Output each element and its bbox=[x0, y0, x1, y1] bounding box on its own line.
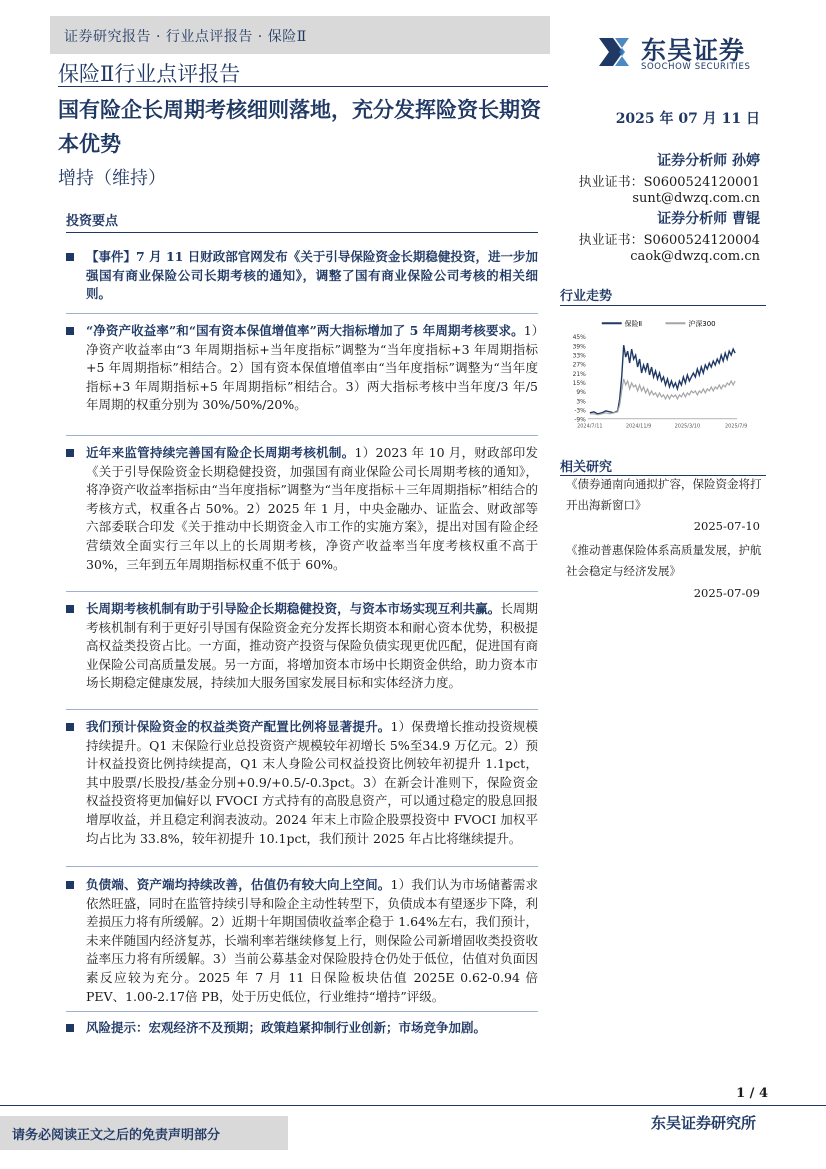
bullet-text: 1）保费增长推动投资规模持续提升。Q1 末保险行业总投资资产规模较年初增长 5%至34.9 万亿元。2）预计权益投资比例持续提高，Q1 末人身险公司权益投资比例较年初提升 1.1pct，其中股票/长股投/基金分别+0.9/+0.5/-0.3pct。3）在新会计准则下，保险资金权益投资将更加偏好以 FVOCI 方式持有的高股息资产，可以通过稳定的股息回报增厚收益，并且稳定利润表波动。2024 年末上市险企股票投资中 FVOCI 加权平均占比为 33.8%，较年初提升 10.1pct，我们预计 2025 年占比将继续提升。 bbox=[86, 719, 538, 846]
bullet-bold: 我们预计保险资金的权益类资产配置比例将显著提升。 bbox=[86, 719, 391, 734]
analyst-2-license: 执业证书：S0600524120004 bbox=[578, 233, 760, 248]
related-research-label: 相关研究 bbox=[560, 460, 613, 475]
industry-trend-label: 行业走势 bbox=[560, 289, 613, 304]
page-number: 1 / 4 bbox=[736, 1086, 768, 1101]
y-tick-label: 27% bbox=[572, 361, 586, 369]
bullet-square-icon bbox=[66, 449, 74, 457]
analyst-2-title: 证券分析师 曹锟 bbox=[657, 211, 760, 227]
y-tick-label: -3% bbox=[574, 407, 586, 415]
related-item-2-date: 2025-07-09 bbox=[693, 586, 760, 600]
logo-en: SOOCHOW SECURITIES bbox=[641, 62, 751, 72]
bullet-event bbox=[66, 248, 538, 304]
analyst-1-title: 证券分析师 孙婷 bbox=[657, 153, 760, 169]
bullet-bold: 风险提示：宏观经济不及预期；政策趋紧抑制行业创新；市场竞争加剧。 bbox=[86, 1020, 487, 1035]
bullet-long-term bbox=[66, 600, 538, 693]
x-tick-label: 2025/3/10 bbox=[674, 423, 701, 430]
bullet-square-icon bbox=[66, 1024, 74, 1032]
legend-label-hs300: 沪深300 bbox=[688, 320, 716, 329]
company-logo bbox=[593, 30, 783, 74]
logo-name: 东吴证券 bbox=[641, 36, 746, 65]
bullet-text: 1）我们认为市场储蓄需求依然旺盛，同时在监管持续引导和险企主动性转型下，负债成本有望逐步下降，利差损压力将有所缓解。2）近期十年期国债收益率企稳于 1.64%左右，我们预计，未来伴随国内经济复苏，长端利率若继续修复上行，则保险公司新增固收类投资收益率压力将有所缓解。3）当前公募基金对保险股持仓仍处于低位，估值对负面因素反应较为充分。2025 年 7 月 11 日保险板块估值 2025E 0.62-0.94 倍 PEV、1.00-2.17倍 PB，处于历史低位，行业维持“增持”评级。 bbox=[86, 877, 538, 1004]
page-title: 国有险企长周期考核细则落地，充分发挥险资长期资本优势 bbox=[58, 97, 541, 156]
y-tick-label: 33% bbox=[572, 352, 586, 360]
legend-label-insurance: 保险Ⅱ bbox=[624, 320, 643, 329]
bullet-text: 长周期考核机制有利于更好引导国有保险资金充分发挥长期资本和耐心资本优势，积极提高权益类投资占比。一方面，推动资产投资与保险负债实现更优匹配，促进国有商业保险公司高质量发展。另一方面，将增加资本市场中长期资金供给，助力资本市场长期稳定健康发展，持续加大服务国家发展目标和实体经济力度。 bbox=[86, 601, 538, 691]
footer-disclaimer: 请务必阅读正文之后的免责声明部分 bbox=[12, 1128, 221, 1143]
key-points-title: 投资要点 bbox=[66, 214, 119, 229]
footer-disclaimer-bar bbox=[0, 1116, 288, 1150]
bullet-square-icon bbox=[66, 723, 74, 731]
y-tick-label: 21% bbox=[572, 370, 586, 378]
section-divider bbox=[66, 313, 538, 314]
y-tick-label: -9% bbox=[574, 416, 586, 424]
related-item-1[interactable]: 《债券通南向通拟扩容，保险资金将打开出海新窗口》 bbox=[566, 477, 762, 512]
related-item-2[interactable]: 《推动普惠保险体系高质量发展，护航社会稳定与经济发展》 bbox=[566, 543, 762, 578]
industry-trend-chart bbox=[560, 310, 765, 440]
y-tick-label: 3% bbox=[576, 398, 586, 406]
section-divider bbox=[66, 591, 538, 592]
series-hs300-line bbox=[590, 379, 735, 415]
x-tick-label: 2024/11/9 bbox=[625, 423, 652, 430]
y-tick-labels bbox=[573, 334, 587, 423]
x-tick-labels bbox=[577, 424, 747, 430]
y-tick-label: 9% bbox=[576, 389, 586, 397]
bullet-bold: 【事件】7 月 11 日财政部官网发布《关于引导保险资金长期稳健投资，进一步加强国有商业保险公司长期考核的通知》，调整了国有商业保险公司考核的相关细则。 bbox=[86, 249, 538, 302]
y-tick-label: 45% bbox=[572, 334, 586, 342]
section-divider bbox=[66, 1011, 538, 1012]
breadcrumb-bar bbox=[50, 16, 550, 54]
section-divider bbox=[66, 435, 538, 436]
key-points-divider bbox=[66, 232, 538, 233]
bullet-regulation bbox=[66, 444, 538, 574]
footer-divider bbox=[0, 1105, 826, 1106]
related-item-1-date: 2025-07-10 bbox=[693, 519, 760, 533]
bullet-valuation bbox=[66, 876, 538, 1006]
x-tick-label: 2025/7/9 bbox=[724, 423, 748, 430]
footer-institute: 东吴证券研究所 bbox=[650, 1114, 756, 1132]
bullet-square-icon bbox=[66, 253, 74, 261]
bullet-bold: 长周期考核机制有助于引导险企长期稳健投资，与资本市场实现互利共赢。 bbox=[86, 601, 501, 616]
bullet-bold: 负债端、资产端均持续改善，估值仍有较大向上空间。 bbox=[86, 877, 391, 892]
bullet-text: 1）净资产收益率由“3 年周期指标+当年度指标”调整为“当年度指标+3 年周期指标+5 年周期指标”相结合。2）国有资本保值增值率由“当年度指标”调整为“当年度指标+3 年周期指标+5 年周期指标”相结合。3）两大指标考核中当年度/3 年/5 年周期的权重分别为 30%/50%/20%。 bbox=[86, 323, 538, 413]
analyst-1-email[interactable]: sunt@dwzq.com.cn bbox=[632, 191, 760, 206]
bullet-equity bbox=[66, 718, 538, 848]
header-divider bbox=[58, 86, 548, 87]
trend-divider bbox=[560, 305, 766, 306]
report-date: 2025 年 07 月 11 日 bbox=[615, 111, 760, 127]
bullet-square-icon bbox=[66, 881, 74, 889]
bullet-square-icon bbox=[66, 327, 74, 335]
bullet-bold: 近年来监管持续完善国有险企长周期考核机制。 bbox=[86, 445, 355, 460]
section-divider bbox=[66, 709, 538, 710]
bullet-text: 1）2023 年 10 月，财政部印发《关于引导保险资金长期稳健投资，加强国有商业保险公司长周期考核的通知》，将净资产收益率指标由“当年度指标”调整为“当年度指标＋三年周期指标”相结合的考核方式，权重各占 50%。2）2025 年 1 月，中央金融办、证监会、财政部等六部委联合印发《关于推动中长期资金入市工作的实施方案》，提出对国有险企经营绩效全面实行三年以上的长周期考核，净资产收益率当年度考核权重不高于 30%，三年到五年周期指标权重不低于 60%。 bbox=[86, 445, 538, 572]
bullet-square-icon bbox=[66, 605, 74, 613]
breadcrumb: 证券研究报告 · 行业点评报告 · 保险Ⅱ bbox=[64, 29, 307, 45]
report-type: 保险Ⅱ行业点评报告 bbox=[58, 62, 241, 86]
bullet-risk bbox=[66, 1019, 538, 1038]
y-tick-label: 39% bbox=[572, 343, 586, 351]
logo-mark-icon bbox=[593, 30, 637, 74]
y-tick-label: 15% bbox=[572, 379, 586, 387]
chart-legend bbox=[602, 319, 716, 328]
x-tick-label: 2024/7/11 bbox=[577, 423, 603, 430]
series-insurance-line bbox=[590, 345, 735, 414]
bullet-bold: “净资产收益率”和“国有资本保值增值率”两大指标增加了 5 年周期考核要求。 bbox=[86, 323, 524, 338]
rating-badge: 增持（维持） bbox=[58, 168, 166, 189]
analyst-1-license: 执业证书：S0600524120001 bbox=[578, 175, 760, 190]
bullet-metrics bbox=[66, 322, 538, 415]
section-divider bbox=[66, 866, 538, 867]
analyst-2-email[interactable]: caok@dwzq.com.cn bbox=[630, 249, 760, 264]
